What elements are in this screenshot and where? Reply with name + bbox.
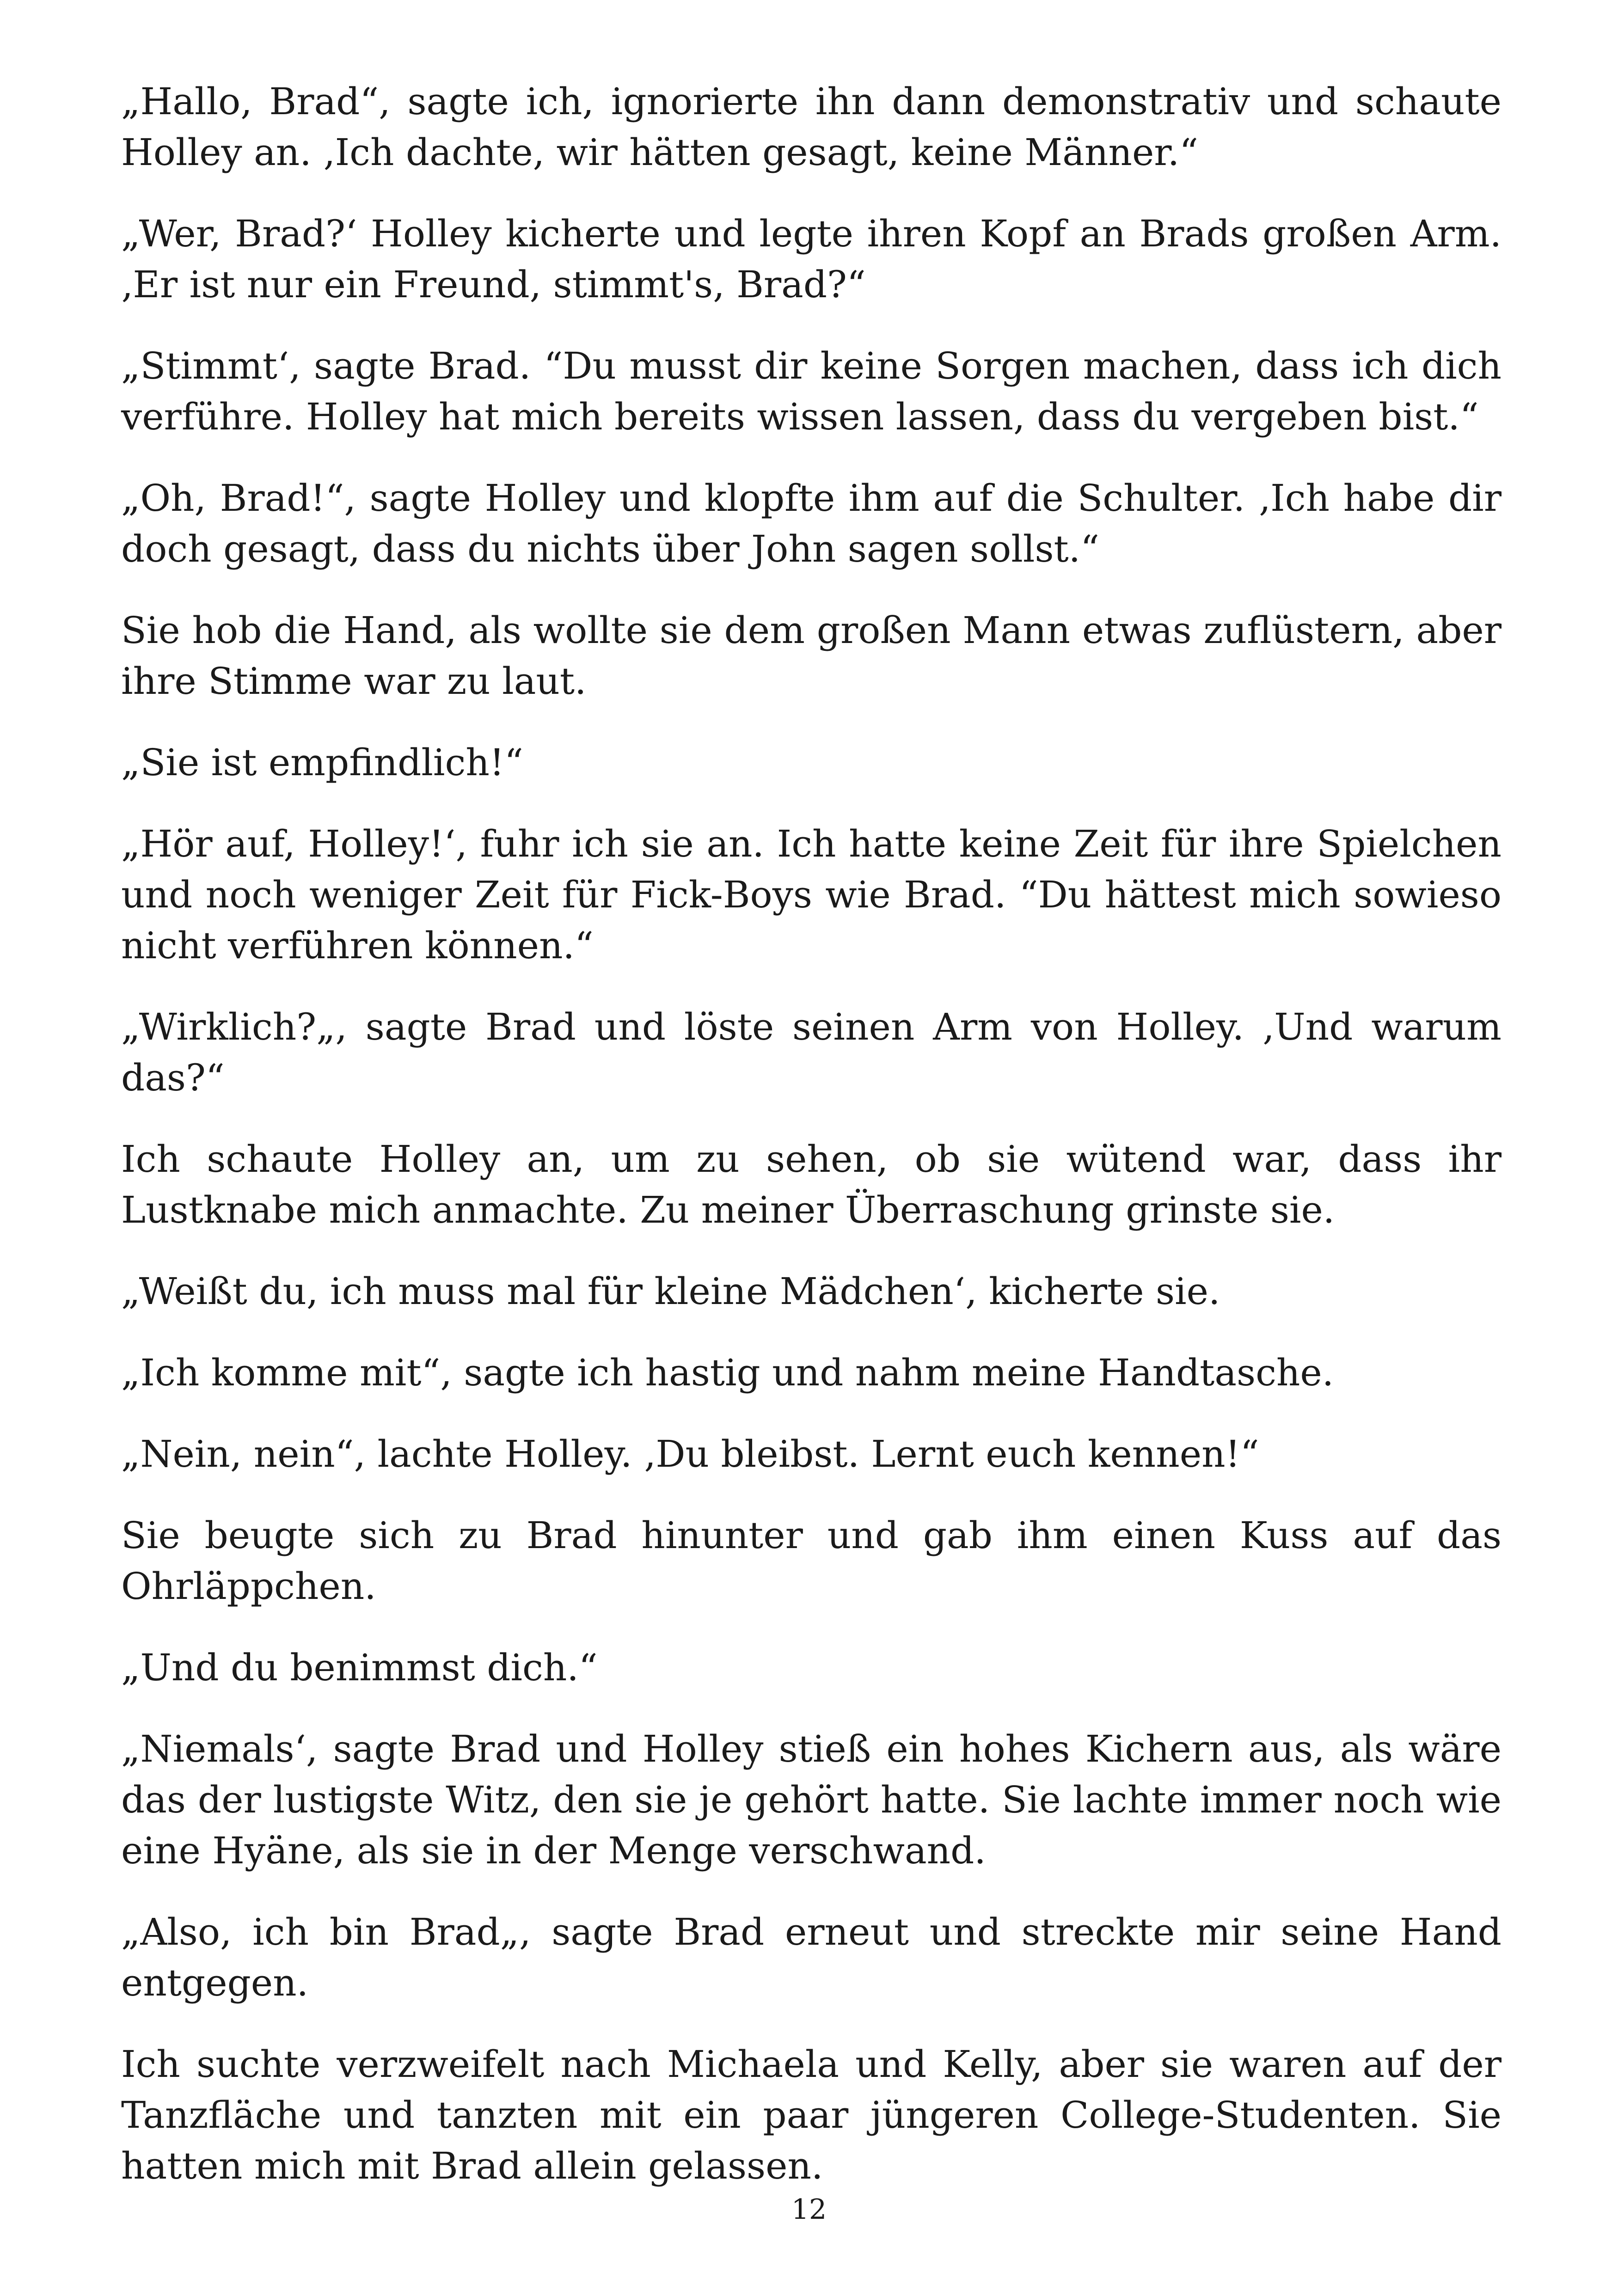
paragraph: Ich schaute Holley an, um zu sehen, ob sie wütend war, dass ihr Lustknabe mich anmachte. Zu meiner Überraschung grinste sie. <box>121 1138 1502 1231</box>
paragraph: „Hallo, Brad“, sagte ich, ignorierte ihn dann demonstrativ und schaute Holley an. ‚Ich dachte, wir hätten gesagt, keine Männer.“ <box>121 80 1502 174</box>
paragraph: „Wer, Brad?‘ Holley kicherte und legte ihren Kopf an Brads großen Arm. ‚Er ist nur ein Freund, stimmt's, Brad?“ <box>121 212 1502 306</box>
paragraph: Sie beugte sich zu Brad hinunter und gab ihm einen Kuss auf das Ohrläppchen. <box>121 1514 1502 1608</box>
paragraph: „Weißt du, ich muss mal für kleine Mädchen‘, kicherte sie. <box>121 1270 1220 1313</box>
body-text <box>121 76 1502 2222</box>
paragraph: „Wirklich?„, sagte Brad und löste seinen Arm von Holley. ‚Und warum das?“ <box>121 1005 1502 1099</box>
paragraph: „Und du benimmst dich.“ <box>121 1646 598 1689</box>
paragraph: „Hör auf, Holley!‘, fuhr ich sie an. Ich hatte keine Zeit für ihre Spielchen und noch weniger Zeit für Fick-Boys wie Brad. “Du hättest mich sowieso nicht verführen können.“ <box>121 822 1502 967</box>
paragraph: „Sie ist empfindlich!“ <box>121 741 523 784</box>
paragraph: Sie hob die Hand, als wollte sie dem großen Mann etwas zuflüstern, aber ihre Stimme war zu laut. <box>121 609 1502 703</box>
page-number: 12 <box>791 2193 827 2226</box>
paragraph: Ich suchte verzweifelt nach Michaela und Kelly, aber sie waren auf der Tanzfläche und tanzten mit ein paar jüngeren College-Studenten. Sie hatten mich mit Brad allein gelassen. <box>121 2043 1502 2187</box>
paragraph: „Stimmt‘, sagte Brad. “Du musst dir keine Sorgen machen, dass ich dich verführe. Holley hat mich bereits wissen lassen, dass du vergeben bist.“ <box>121 344 1502 438</box>
paragraph: „Niemals‘, sagte Brad und Holley stieß ein hohes Kichern aus, als wäre das der lustigste Witz, den sie je gehört hatte. Sie lachte immer noch wie eine Hyäne, als sie in der Menge verschwand. <box>121 1727 1502 1872</box>
paragraph: „Oh, Brad!“, sagte Holley und klopfte ihm auf die Schulter. ‚Ich habe dir doch gesagt, dass du nichts über John sagen sollst.“ <box>121 477 1502 570</box>
paragraph: „Nein, nein“, lachte Holley. ‚Du bleibst. Lernt euch kennen!“ <box>121 1433 1259 1476</box>
paragraph: „Ich komme mit“, sagte ich hastig und nahm meine Handtasche. <box>121 1351 1334 1394</box>
paragraph: „Also, ich bin Brad„, sagte Brad erneut und streckte mir seine Hand entgegen. <box>121 1910 1502 2004</box>
